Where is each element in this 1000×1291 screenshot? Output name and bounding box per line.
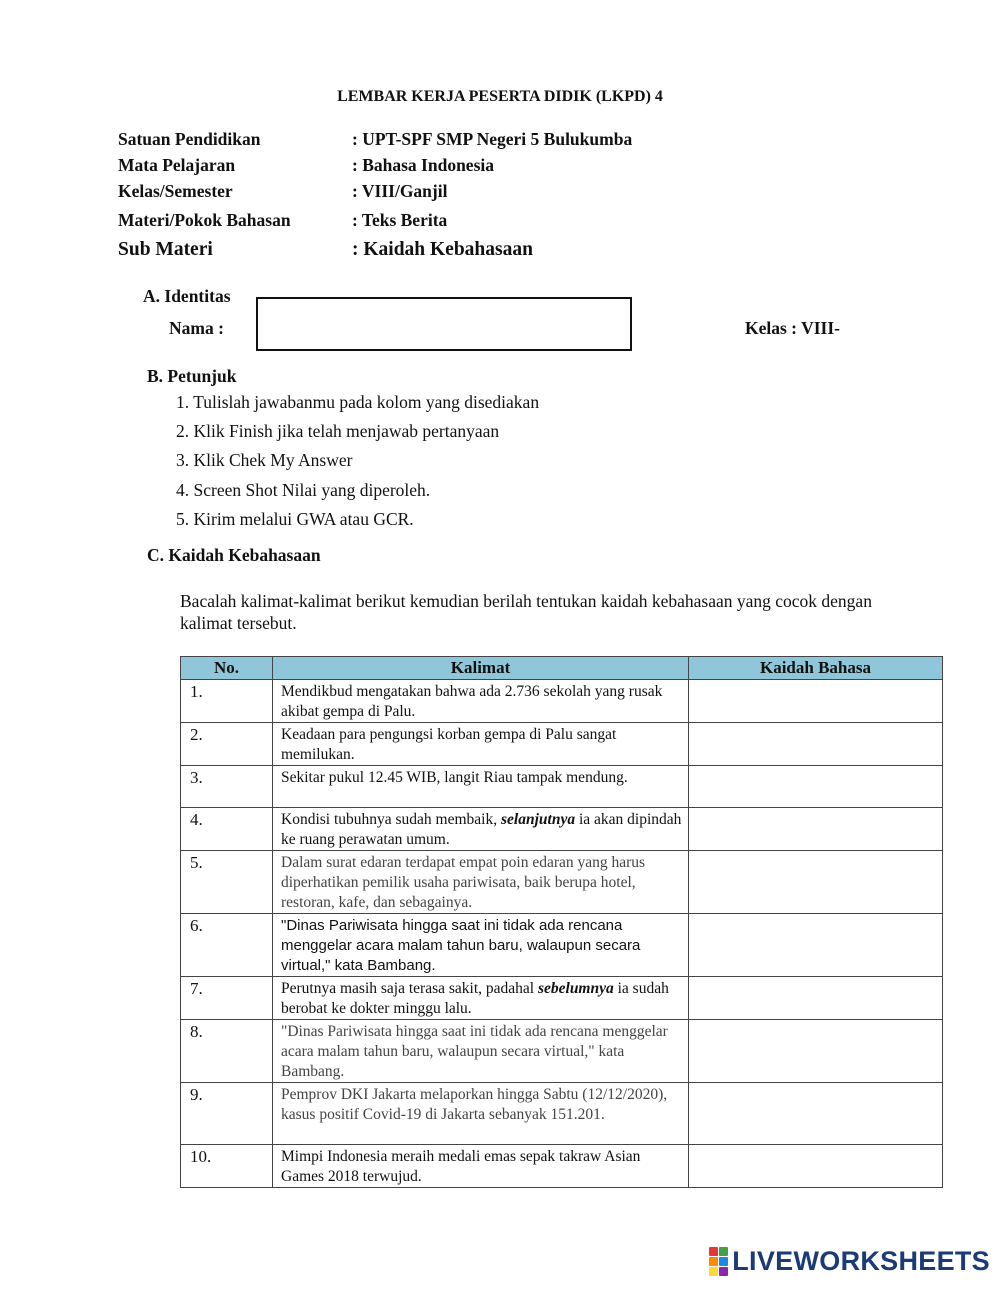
sentence-text: "Dinas Pariwisata hingga saat ini tidak ada rencana menggelar acara malam tahun baru, walaupun secara virtual," kata Bambang. [281,917,641,974]
row-sentence [273,977,689,1020]
sentence-text: Mimpi Indonesia meraih medali emas sepak takraw Asian Games 2018 terwujud. [281,1148,641,1185]
row-number: 7. [181,977,273,1020]
meta-label: Mata Pelajaran [118,155,236,175]
answer-cell[interactable] [689,914,943,977]
row-sentence [273,1020,689,1083]
worksheet-title: LEMBAR KERJA PESERTA DIDIK (LKPD) 4 [337,88,663,105]
row-number: 4. [181,808,273,851]
sentence-text: Pemprov DKI Jakarta melaporkan hingga Sabtu (12/12/2020), kasus positif Covid-19 di Jakarta sebanyak 151.201. [281,1086,668,1123]
instruction-item: 3. Klik Chek My Answer [176,450,353,470]
meta-value: : UPT-SPF SMP Negeri 5 Bulukumba [352,129,633,149]
table-header-row [181,657,943,680]
table-row [181,766,943,808]
row-sentence [273,1145,689,1188]
sentence-text: Perutnya masih saja terasa sakit, padahal [281,980,538,997]
row-number: 3. [181,766,273,808]
answer-cell[interactable] [689,680,943,723]
table-row [181,977,943,1020]
instruction-item: 5. Kirim melalui GWA atau GCR. [176,509,414,529]
meta-value: : VIII/Ganjil [352,181,448,201]
logo-text: LIVEWORKSHEETS [732,1246,990,1276]
nama-label: Nama : [169,318,224,338]
table-row [181,1020,943,1083]
sentence-text: Mendikbud mengatakan bahwa ada 2.736 sekolah yang rusak akibat gempa di Palu. [281,683,663,720]
row-number: 8. [181,1020,273,1083]
row-sentence [273,851,689,914]
meta-label: Materi/Pokok Bahasan [118,210,291,230]
kaidah-intro-text: Bacalah kalimat-kalimat berikut kemudian berilah tentukan kaidah kebahasaan yang cocok dengan kalimat tersebut. [180,591,872,633]
liveworksheets-mark-icon [709,1247,728,1276]
instruction-item: 2. Klik Finish jika telah menjawab pertanyaan [176,421,500,441]
meta-label: Sub Materi [118,239,213,260]
sentence-text: Keadaan para pengungsi korban gempa di Palu sangat memilukan. [281,726,617,763]
row-sentence [273,914,689,977]
instruction-item: 1. Tulislah jawabanmu pada kolom yang disediakan [176,392,540,412]
sentence-text: Sekitar pukul 12.45 WIB, langit Riau tampak mendung. [281,769,628,786]
instruction-item: 4. Screen Shot Nilai yang diperoleh. [176,480,431,500]
header-kaidah-bahasa: Kaidah Bahasa [689,657,943,680]
answer-cell[interactable] [689,977,943,1020]
nama-input-box[interactable] [256,297,632,351]
answer-cell[interactable] [689,723,943,766]
table-row [181,1083,943,1145]
row-sentence [273,766,689,808]
meta-value: : Bahasa Indonesia [352,155,494,175]
table-row [181,808,943,851]
kelas-label: Kelas : VIII- [745,318,840,338]
row-sentence [273,1083,689,1145]
answer-cell[interactable] [689,1020,943,1083]
answer-cell[interactable] [689,1083,943,1145]
section-petunjuk-heading: B. Petunjuk [147,366,237,386]
sentence-text: ia sudah berobat ke dokter minggu lalu. [281,980,669,1017]
row-number: 6. [181,914,273,977]
row-number: 2. [181,723,273,766]
answer-cell[interactable] [689,851,943,914]
table-row [181,723,943,766]
sentence-text: Dalam surat edaran terdapat empat poin edaran yang harus diperhatikan pemilik usaha pariwisata, baik berupa hotel, restoran, kafe, dan sebagainya. [281,854,646,911]
row-number: 10. [181,1145,273,1188]
sentence-text: Kondisi tubuhnya sudah membaik, [281,811,501,828]
row-sentence [273,808,689,851]
answer-cell[interactable] [689,766,943,808]
row-sentence [273,680,689,723]
table-row [181,851,943,914]
section-identitas-heading: A. Identitas [143,286,231,306]
header-kalimat: Kalimat [273,657,689,680]
meta-label: Satuan Pendidikan [118,129,261,149]
table-row [181,680,943,723]
header-no: No. [181,657,273,680]
liveworksheets-logo [709,1246,990,1277]
row-number: 5. [181,851,273,914]
answer-cell[interactable] [689,808,943,851]
section-kaidah-heading: C. Kaidah Kebahasaan [147,545,321,565]
table-row [181,914,943,977]
row-sentence [273,723,689,766]
meta-value: : Kaidah Kebahasaan [352,239,533,260]
sentence-text: ia akan dipindah ke ruang perawatan umum. [281,811,682,848]
meta-label: Kelas/Semester [118,181,233,201]
kaidah-table [180,656,943,1188]
table-row [181,1145,943,1188]
meta-value: : Teks Berita [352,210,448,230]
sentence-emphasis: sebelumnya [537,980,614,997]
sentence-text: "Dinas Pariwisata hingga saat ini tidak ada rencana menggelar acara malam tahun baru, walaupun secara virtual," kata Bambang. [281,1023,668,1080]
sentence-emphasis: selanjutnya [501,811,576,828]
row-number: 9. [181,1083,273,1145]
answer-cell[interactable] [689,1145,943,1188]
row-number: 1. [181,680,273,723]
